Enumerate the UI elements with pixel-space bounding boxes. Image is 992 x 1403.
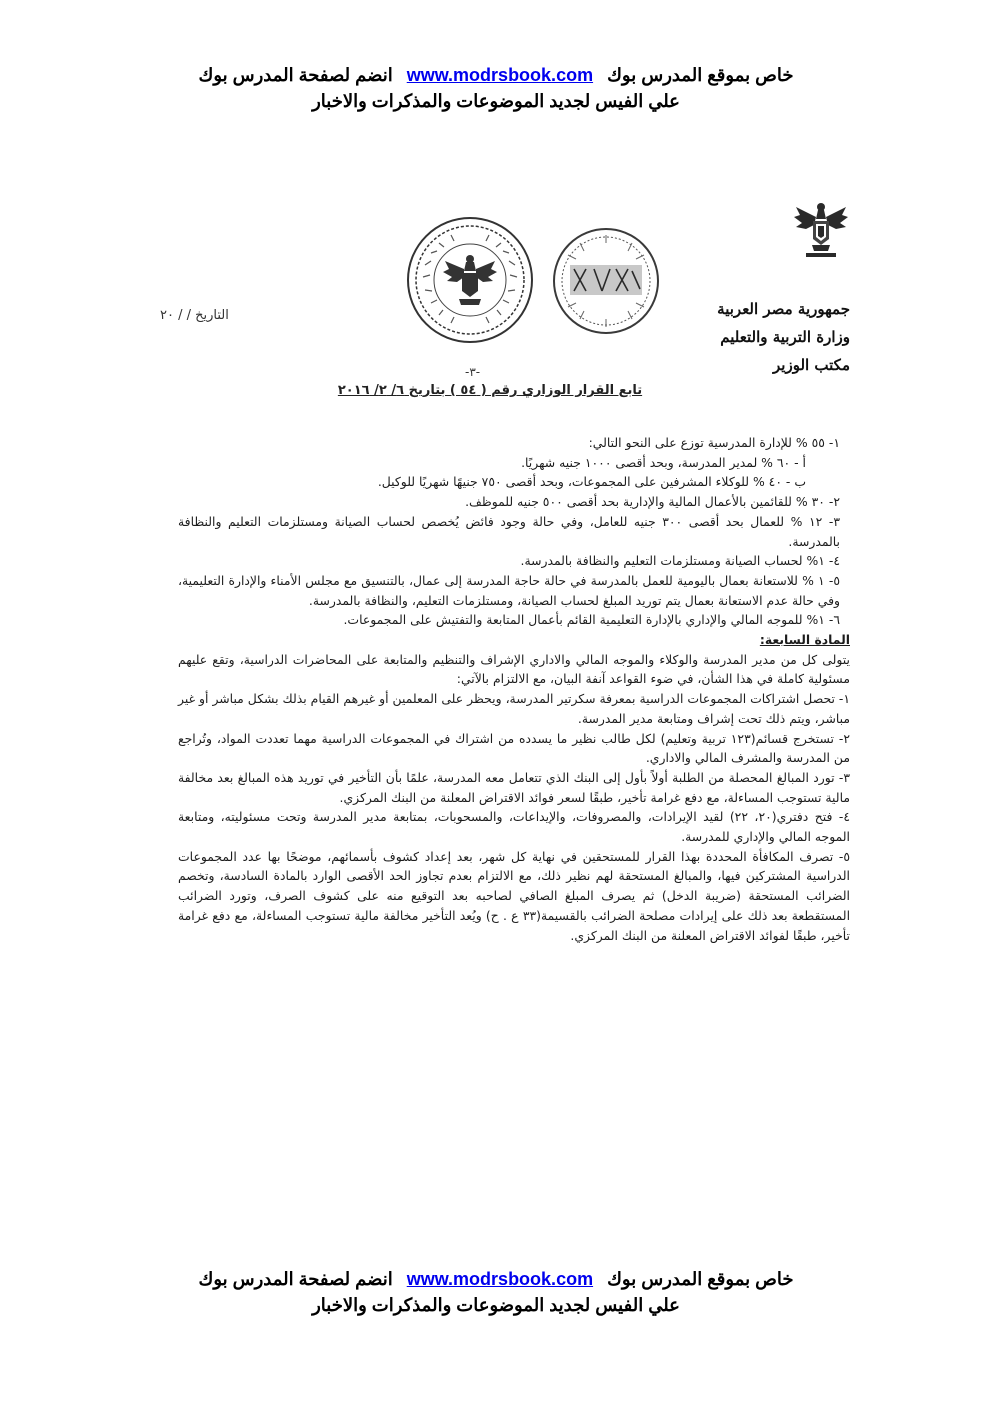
clause-4: ٤- ١% لحساب الصيانة ومستلزمات التعليم والنظافة بالمدرسة. <box>520 553 840 569</box>
document-date: التاريخ / / ٢٠ <box>160 308 229 323</box>
banner-site-text: خاص بموقع المدرس بوك <box>607 65 794 85</box>
clause-1b: ب - ٤٠ % للوكلاء المشرفين على المجموعات، وبحد أقصى ٧٥٠ جنيهًا شهريًا للوكيل. <box>377 474 806 490</box>
obligation-4: ٤- فتح دفتري(٢٠، ٢٢) لقيد الإيرادات، والمصروفات، والإيداعات، والمسحوبات، بمتابعة مدير المدرسة وتحت مسئوليته، ومتابعة الموجه المالي والإداري للمدرسة. <box>178 809 850 845</box>
obligation-1: ١- تحصل اشتراكات المجموعات الدراسية بمعرفة سكرتير المدرسة، ويحظر على المعلمين أو غيرهم القيام بذلك بشكل مباشر أو غير مباشر، ويتم ذلك تحت إشراف ومتابعة مدير المدرسة. <box>178 691 850 726</box>
clause-3: ٣- ١٢ % للعمال بحد أقصى ٣٠٠ جنيه للعامل، وفي حالة وجود فائض يُخصص لحساب الصيانة ومستلزمات التعليم والنظافة بالمدرسة. <box>178 513 840 549</box>
eagle-emblem-icon <box>792 199 850 261</box>
obligation-2: ٢- تستخرج قسائم(١٢٣ تربية وتعليم) لكل طالب نظير ما يسدده من اشتراك في المجموعات الدراسية مهما تعددت المواد، وتُراجع من المدرسة والمشرف المالي والاداري. <box>178 730 850 766</box>
obligation-3: ٣- تورد المبالغ المحصلة من الطلبة أولاً بأول إلى البنك الذي تتعامل معه المدرسة، علمًا بأن التأخير في توريد هذه المبالغ بعد مخالفة مالية تستوجب المساءلة، مع دفع غرامة تأخير، طبقًا لسعر فوائد الاقتراض المعلنة من البنك المركزي. <box>178 769 850 805</box>
banner-line-2: علي الفيس لجديد الموضوعات والمذكرات والاخبار <box>312 91 680 111</box>
org-ministry: وزارة التربية والتعليم <box>720 328 850 346</box>
banner-site-link[interactable]: www.modrsbook.com <box>406 65 594 85</box>
clause-6: ٦- ١% للموجه المالي والإداري بالإدارة التعليمية القائم بأعمال المتابعة والتفتيش على المجموعات. <box>343 612 840 628</box>
top-banner <box>0 62 992 114</box>
banner-join-text: انضم لصفحة المدرس بوك <box>198 1269 393 1289</box>
scanned-document <box>160 195 850 1215</box>
clause-5: ٥- ١ % للاستعانة بعمال باليومية للعمل بالمدرسة في حالة حاجة المدرسة إلى عمال، بالتنسيق مع مجلس الأمناء والإدارة التعليمية، وفي حالة عدم الاستعانة بعمال يتم توريد المبلغ لحساب الصيانة، ومستلزمات التعليم، والنظافة بالمدرسة. <box>178 572 840 608</box>
official-seal-icon <box>405 215 535 345</box>
banner-line-2: علي الفيس لجديد الموضوعات والمذكرات والاخبار <box>312 1295 680 1315</box>
page-number: -٣- <box>465 365 481 379</box>
round-stamp-icon <box>550 225 662 337</box>
decree-reference: تابع القرار الوزاري رقم ( ٥٤ ) بتاريخ ٦/ ٢/ ٢٠١٦ <box>337 383 643 398</box>
obligation-5: ٥- تصرف المكافأة المحددة بهذا القرار للمستحقين في نهاية كل شهر، بعد إعداد كشوف بأسمائهم، موضحًا بها عدد المجموعات الدراسية المشتركين فيها، والمبالغ المستحقة لهم نظير ذلك، مع الالتزام بعدم تجاوز الحد الأقصى الوارد بالمادة السادسة، وتخصم الضرائب المستحقة (ضريبة الدخل) ثم يصرف المبلغ الصافي لصاحبه بعد التوقيع منه على كشوف الصرف، وتورد الضرائب المستقطعة بعد ذلك على إيرادات مصلحة الضرائب بالقسيمة(٣٣ ع . ح) ويُعد التأخير مخالفة مالية تستوجب المساءلة، مع دفع غرامة تأخير، طبقًا لفوائد الاقتراض المعلنة من البنك المركزي. <box>178 848 851 943</box>
clause-1a: أ - ٦٠ % لمدير المدرسة، وبحد أقصى ١٠٠٠ جنيه شهريًا. <box>521 454 806 470</box>
org-country: جمهورية مصر العربية <box>717 300 850 318</box>
banner-row <box>0 1266 992 1292</box>
banner-site-text: خاص بموقع المدرس بوك <box>607 1269 794 1289</box>
clause-2: ٢- ٣٠ % للقائمين بالأعمال المالية والإدارية بحد أقصى ٥٠٠ جنيه للموظف. <box>465 494 840 510</box>
article-seven-intro: يتولى كل من مدير المدرسة والوكلاء والموجه المالي والاداري الإشراف والتنظيم والمتابعة على المحاضرات الدراسية، وتقع عليهم مسئولية كاملة في هذا الشأن، في ضوء القواعد آنفة البيان، مع الالتزام بالآتي: <box>178 651 850 687</box>
banner-join-text: انضم لصفحة المدرس بوك <box>198 65 393 85</box>
bottom-banner <box>0 1266 992 1318</box>
clause-1: ١- ٥٥ % للإدارة المدرسية توزع على النحو التالي: <box>588 435 840 450</box>
banner-site-link[interactable]: www.modrsbook.com <box>406 1269 594 1289</box>
document-body <box>178 433 850 945</box>
article-seven-heading: المادة السابعة: <box>759 632 850 648</box>
banner-row <box>0 62 992 88</box>
issuing-authority <box>690 295 850 379</box>
org-office: مكتب الوزير <box>773 356 850 374</box>
